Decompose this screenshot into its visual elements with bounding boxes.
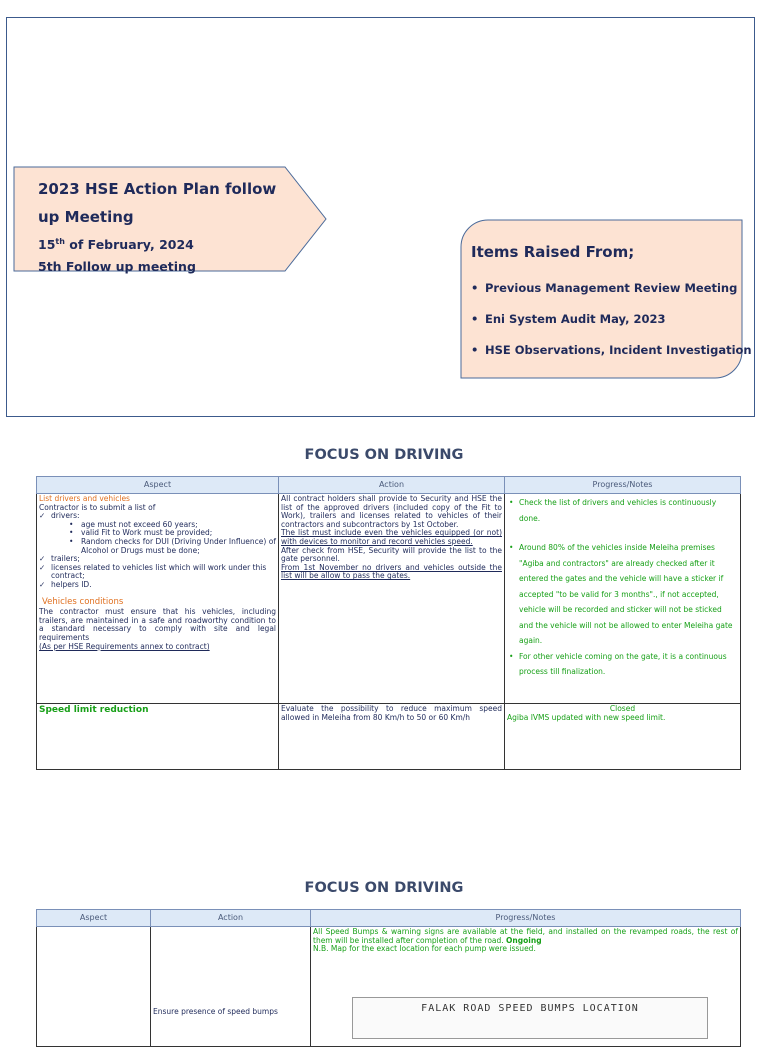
conditions-title: Vehicles conditions <box>42 596 124 607</box>
aspect-cell: Speed limit reduction <box>37 704 279 770</box>
map-title: FALAK ROAD SPEED BUMPS LOCATION <box>421 1003 639 1014</box>
meeting-title: 2023 HSE Action Plan follow up Meeting <box>38 180 277 226</box>
action-cell: Ensure presence of speed bumps <box>151 927 311 1047</box>
notes-cell: • Check the list of drivers and vehicles is continuously done. • Around 80% of the vehicles inside Meleiha premises "Agiba and contractors" are already checked after it entered the gates and the vehicle will have a sticker if accepted "to be valid for 3 months"., if not accepted, vehicle will be recorded and sticker will not be sticked and the vehicle will not be allowed to enter Meleiha gate again. • For other vehicle coming on the gate, it is a continuous process till finalization. <box>505 494 741 704</box>
column-header: Action <box>279 477 505 494</box>
notes-cell: All Speed Bumps & warning signs are available at the field, and installed on the revamped roads, the rest of them will be installed after completion of the road. Ongoing N.B. Map for the exact location for each pump were issued. <box>311 927 741 1047</box>
list-item: • Eni System Audit May, 2023 <box>471 312 666 326</box>
status-badge: Closed <box>609 704 636 713</box>
action-cell: All contract holders shall provide to Security and HSE the list of the approved drivers (included copy of the Fit to Work), trailers and licenses related to vehicles of their contractors and subcontractors by 1st October. The list must include even the vehicles equipped (or not) with devices to monitor and record vehicles speed. After check from HSE, Security will provide the list to the gate personnel. From 1st November no drivers and vehicles outside the list will be allow to pass the gates. <box>279 494 505 704</box>
section-heading: FOCUS ON DRIVING <box>304 447 464 463</box>
aspect-cell <box>37 927 151 1047</box>
column-header: Progress/Notes <box>311 910 741 927</box>
driving-table <box>36 476 741 770</box>
items-raised-title: Items Raised From; <box>471 243 635 261</box>
list-item: • HSE Observations, Incident Investigation <box>471 343 752 357</box>
items-raised-list <box>471 281 752 374</box>
table-row <box>37 494 741 704</box>
action-cell: Evaluate the possibility to reduce maximum speed allowed in Meleiha from 80 Km/h to 50 or 60 Km/h <box>279 704 505 770</box>
notes-cell: Closed Agiba IVMS updated with new speed limit. <box>505 704 741 770</box>
speed-bumps-map <box>352 997 708 1039</box>
column-header: Aspect <box>37 910 151 927</box>
section-heading: FOCUS ON DRIVING <box>304 880 464 896</box>
status-badge: Ongoing <box>506 935 542 945</box>
aspect-cell: List drivers and vehicles Contractor is to submit a list of ✓ drivers: • age must not exceed 60 years; • valid Fit to Work must be provided; • Random checks for DUI (Driving Under Influence) of Alcohol or Drugs must be done; ✓ trailers; ✓ licenses related to vehicles list which will work under this contract; ✓ helpers ID. Vehicles conditions The contractor must ensure that his vehicles, including trailers, are maintained in a safe and roadworthy condition to a standard necessary to comply with site and legal requirements (As per HSE Requirements annex to contract) <box>37 494 279 704</box>
column-header: Progress/Notes <box>505 477 741 494</box>
meeting-number: 5th Follow up meeting <box>38 259 196 275</box>
aspect-title: List drivers and vehicles <box>39 494 130 503</box>
column-header: Aspect <box>37 477 279 494</box>
list-item: • Previous Management Review Meeting <box>471 281 738 295</box>
meeting-date: 15th of February, 2024 <box>38 237 194 253</box>
table-row <box>37 704 741 770</box>
column-header: Action <box>151 910 311 927</box>
title-block <box>38 175 298 278</box>
